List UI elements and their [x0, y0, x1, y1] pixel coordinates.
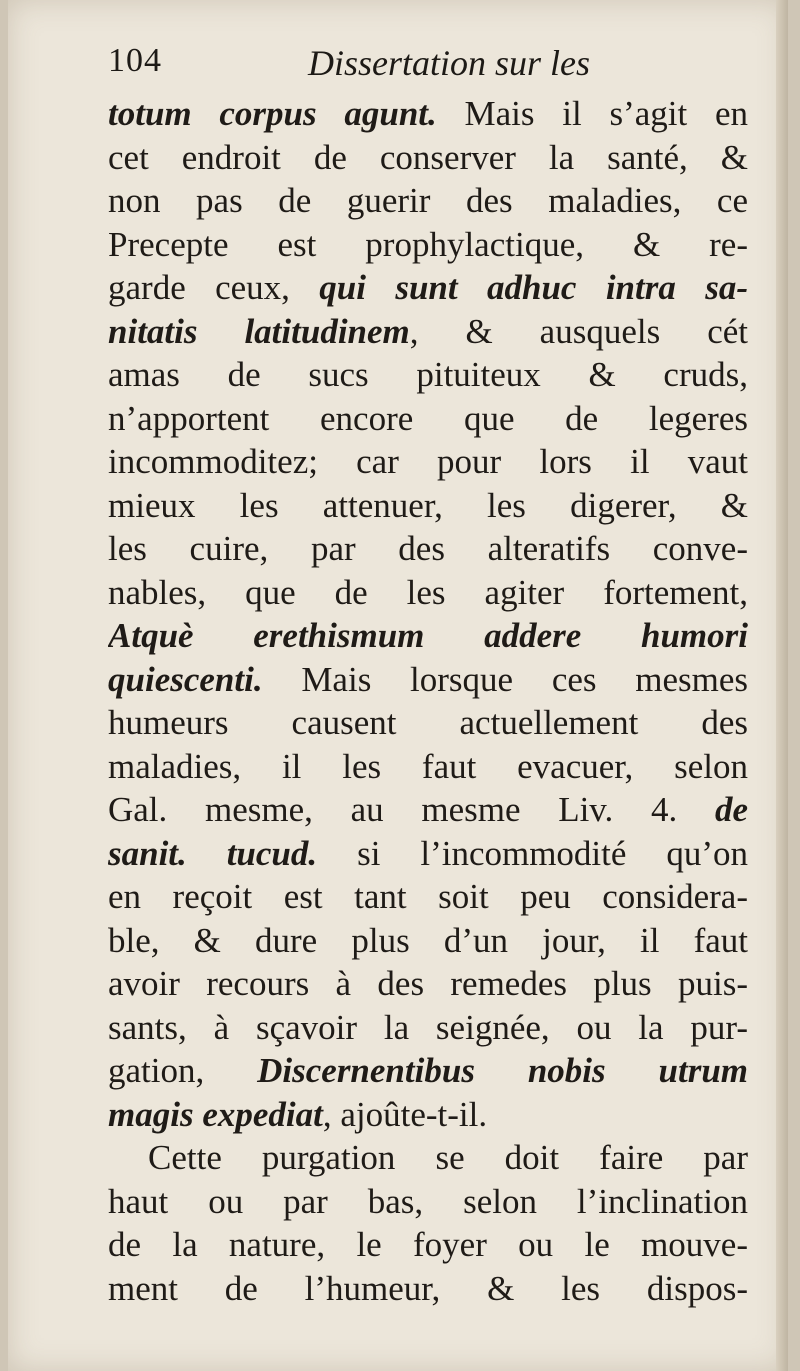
text-segment: Mais lorsque ces mesmes — [262, 659, 748, 699]
text-line — [108, 92, 748, 136]
text-line — [108, 658, 748, 702]
latin-quote: totum corpus agunt. — [108, 94, 437, 133]
text-segment: de la nature, le foyer ou le mouve- — [108, 1225, 748, 1264]
text-segment: sants, à sçavoir la seignée, ou la pur- — [108, 1007, 748, 1047]
text-segment: les cuire, par des alteratifs conve- — [108, 529, 748, 568]
text-line — [108, 919, 748, 963]
text-line — [108, 962, 748, 1006]
text-line — [108, 1180, 748, 1224]
text-line — [108, 310, 748, 354]
text-segment: garde ceux, — [108, 268, 320, 307]
text-segment: non pas de guerir des maladies, ce — [108, 181, 748, 220]
text-line — [108, 614, 748, 658]
page-edge — [776, 0, 788, 1371]
book-page — [8, 0, 788, 1371]
text-line — [108, 571, 748, 615]
text-segment: Gal. mesme, au mesme Liv. 4. — [108, 790, 715, 829]
text-segment: nables, que de les agiter fortement, — [108, 572, 748, 612]
text-segment: Precepte est prophylactique, & re- — [108, 224, 748, 264]
text-line — [108, 1267, 748, 1311]
text-line — [108, 223, 748, 267]
text-segment: cet endroit de conserver la santé, & — [108, 137, 748, 177]
text-line — [108, 701, 748, 745]
text-line — [108, 832, 748, 876]
latin-quote: de — [714, 790, 748, 829]
text-line — [108, 440, 748, 484]
latin-quote: nitatis latitudinem — [108, 311, 410, 351]
latin-quote: magis expediat — [108, 1094, 323, 1134]
text-segment: humeurs causent actuellement des — [108, 703, 748, 742]
text-line — [108, 788, 748, 832]
text-segment: en reçoit est tant soit peu considera- — [108, 877, 748, 916]
latin-quote: Atquè erethismum addere humori — [108, 616, 748, 655]
text-segment: mieux les attenuer, les digerer, & — [108, 485, 748, 525]
text-segment: incommoditez; car pour lors il vaut — [108, 442, 748, 481]
text-segment: Cette purgation se doit faire par — [148, 1138, 748, 1177]
text-segment: maladies, il les faut evacuer, selon — [108, 746, 748, 786]
text-segment: haut ou par bas, selon l’inclination — [108, 1181, 748, 1221]
text-line — [108, 136, 748, 180]
text-line — [108, 266, 748, 310]
text-line — [108, 484, 748, 528]
text-line — [108, 179, 748, 223]
text-line — [108, 875, 748, 919]
text-line — [108, 745, 748, 789]
text-segment: n’apportent encore que de legeres — [108, 398, 748, 438]
text-line — [108, 1136, 748, 1180]
text-line — [108, 527, 748, 571]
text-segment: avoir recours à des remedes plus puis- — [108, 964, 748, 1003]
text-segment: gation, — [108, 1051, 258, 1090]
latin-quote: quiescenti. — [108, 659, 263, 699]
text-line — [108, 353, 748, 397]
text-segment: ment de l’humeur, & les dispos- — [108, 1268, 748, 1308]
text-line — [108, 397, 748, 441]
text-segment: Mais il s’agit en — [436, 94, 748, 133]
body-text — [108, 92, 748, 1310]
latin-quote: sanit. tucud. — [108, 833, 318, 873]
text-line — [108, 1049, 748, 1093]
text-segment: amas de sucs pituiteux & cruds, — [108, 355, 748, 394]
page-number: 104 — [108, 42, 162, 79]
text-segment: si l’incommodité qu’on — [317, 833, 748, 873]
text-segment: ble, & dure plus d’un jour, il faut — [108, 920, 748, 960]
text-segment: , & ausquels cét — [409, 311, 748, 351]
text-line — [108, 1223, 748, 1267]
running-title: Dissertation sur les — [308, 43, 591, 83]
latin-quote: qui sunt adhuc intra sa- — [319, 268, 748, 307]
text-segment: , ajoûte-t-il. — [322, 1094, 488, 1134]
text-line — [108, 1093, 748, 1137]
latin-quote: Discernentibus nobis utrum — [257, 1051, 748, 1090]
text-line — [108, 1006, 748, 1050]
